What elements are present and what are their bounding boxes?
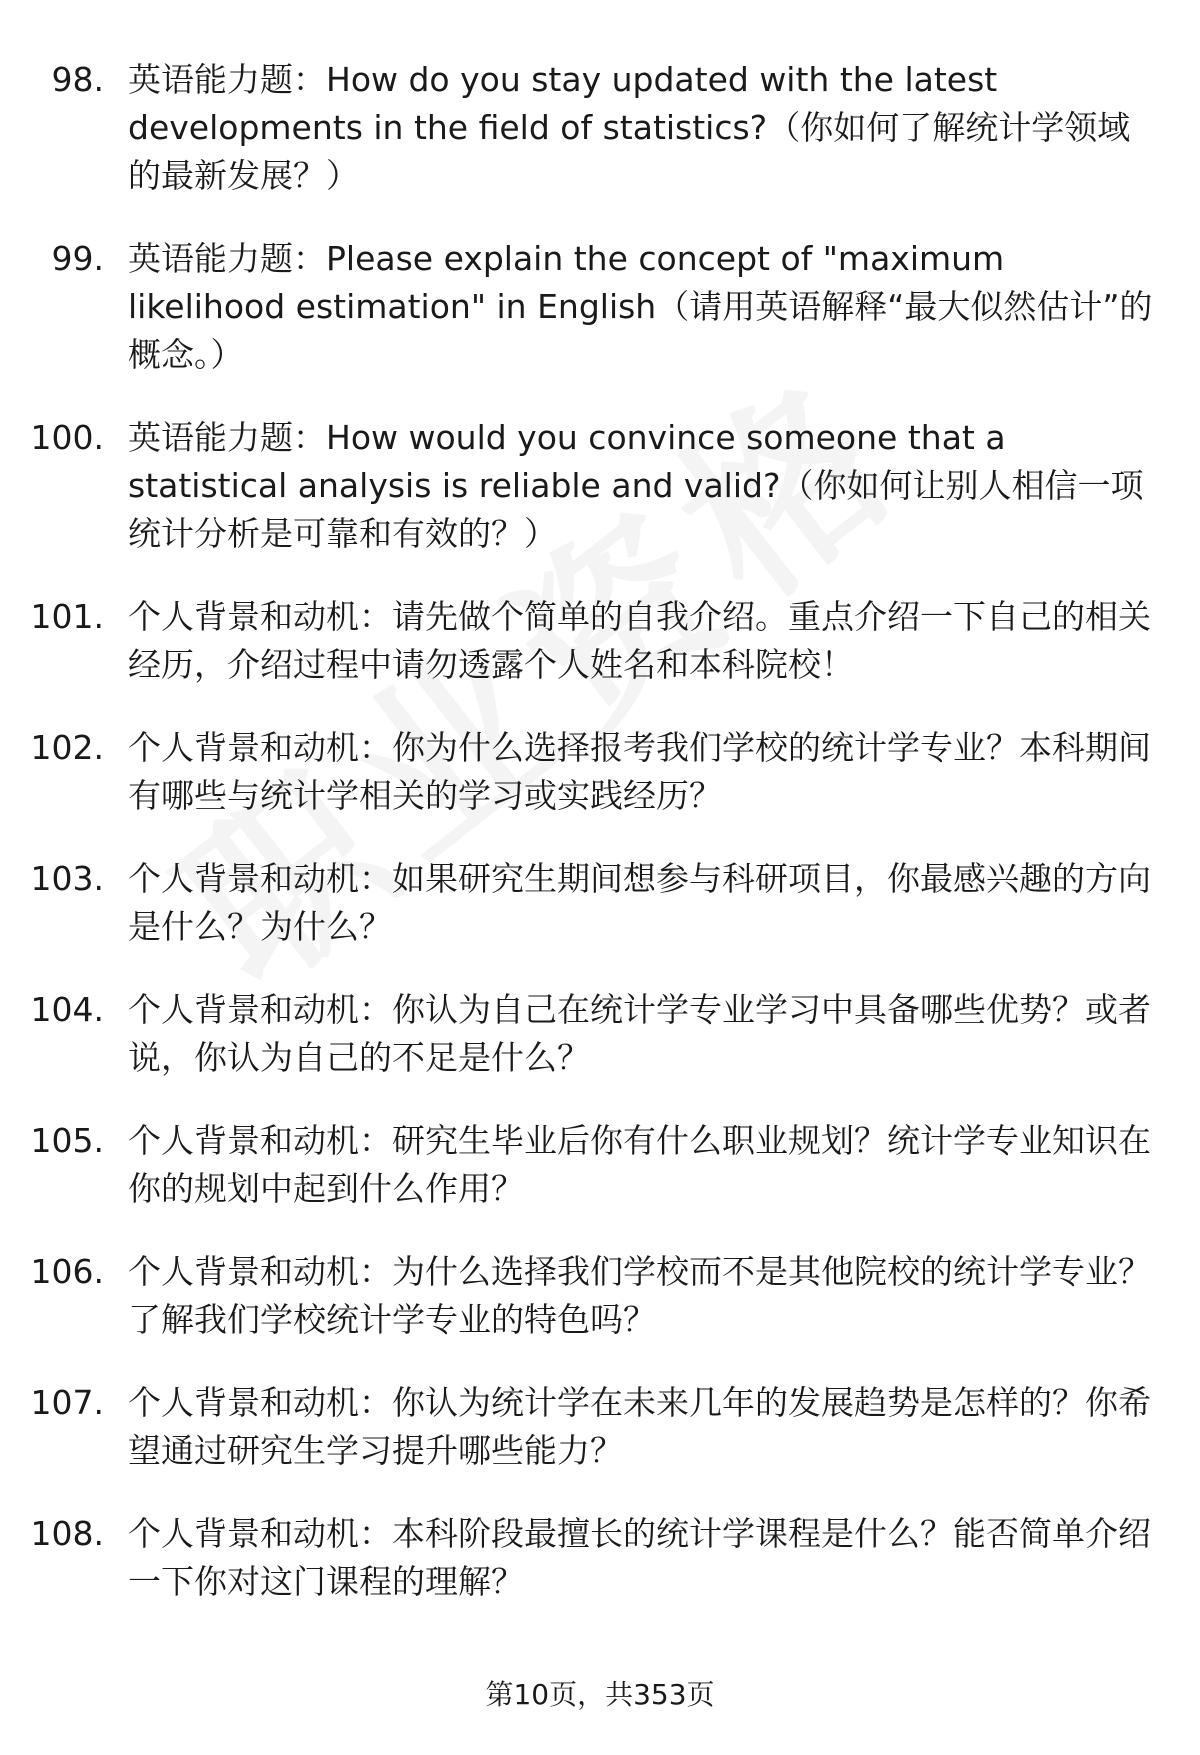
- question-text: 英语能力题：How would you convince someone that a statistical analysis is reliable and valid?（你如何让别人相信一项统计分析是可靠和有效的？）: [128, 418, 1144, 553]
- question-number: 105.: [30, 1121, 104, 1160]
- question-text: 个人背景和动机：你为什么选择报考我们学校的统计学专业？本科期间有哪些与统计学相关的学习或实践经历？: [128, 728, 1151, 815]
- question-number: 98.: [51, 60, 104, 99]
- question-number: 107.: [30, 1383, 104, 1422]
- question-number: 101.: [30, 597, 104, 636]
- question-item: [0, 986, 1200, 1082]
- page-number-label: 第10页，共353页: [485, 1678, 715, 1711]
- question-text: 个人背景和动机：请先做个简单的自我介绍。重点介绍一下自己的相关经历，介绍过程中请勿透露个人姓名和本科院校！: [128, 597, 1151, 684]
- question-item: [0, 1248, 1200, 1344]
- question-number: 102.: [30, 728, 104, 767]
- question-number: 106.: [30, 1252, 104, 1291]
- question-number: 104.: [30, 990, 104, 1029]
- question-item: [0, 1510, 1200, 1606]
- question-number: 103.: [30, 859, 104, 898]
- question-text: 个人背景和动机：你认为自己在统计学专业学习中具备哪些优势？或者说，你认为自己的不足是什么？: [128, 990, 1151, 1077]
- question-text: 英语能力题：Please explain the concept of "maximum likelihood estimation" in English（请用英语解释“最大似然估计”的概念。）: [128, 239, 1153, 374]
- question-text: 英语能力题：How do you stay updated with the latest developments in the field of statistics?（你如何了解统计学领域的最新发展？）: [128, 60, 1131, 195]
- question-text: 个人背景和动机：如果研究生期间想参与科研项目，你最感兴趣的方向是什么？为什么？: [128, 859, 1151, 946]
- question-item: [0, 593, 1200, 689]
- question-text: 个人背景和动机：你认为统计学在未来几年的发展趋势是怎样的？你希望通过研究生学习提升哪些能力？: [128, 1383, 1151, 1470]
- question-text: 个人背景和动机：本科阶段最擅长的统计学课程是什么？能否简单介绍一下你对这门课程的理解？: [128, 1514, 1151, 1601]
- question-number: 100.: [30, 418, 104, 457]
- question-item: [0, 855, 1200, 951]
- question-number: 99.: [51, 239, 104, 278]
- question-item: [0, 414, 1200, 558]
- question-item: [0, 1117, 1200, 1213]
- question-item: [0, 1379, 1200, 1475]
- question-item: [0, 235, 1200, 379]
- question-text: 个人背景和动机：研究生毕业后你有什么职业规划？统计学专业知识在你的规划中起到什么作用？: [128, 1121, 1151, 1208]
- question-item: [0, 56, 1200, 200]
- question-text: 个人背景和动机：为什么选择我们学校而不是其他院校的统计学专业？了解我们学校统计学专业的特色吗？: [128, 1252, 1151, 1339]
- question-list: [0, 56, 1200, 1641]
- question-number: 108.: [30, 1514, 104, 1553]
- page-footer: [0, 1675, 1200, 1715]
- question-item: [0, 724, 1200, 820]
